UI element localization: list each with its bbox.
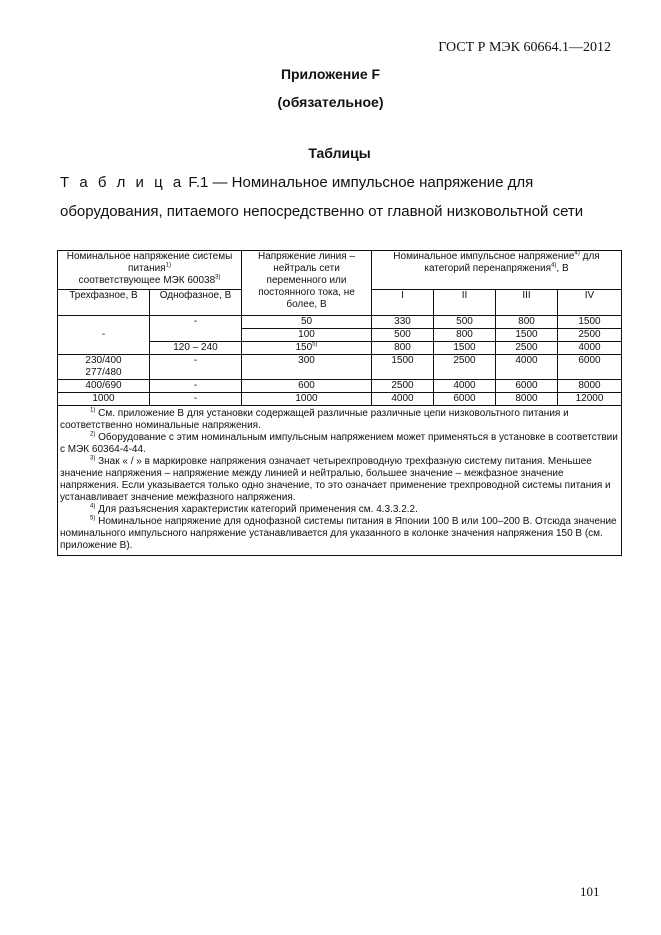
footnote: $^{3)}$ Знак « / » в маркировке напряжения означает четырехпроводную трехфазную систему питания. Меньшее значение напряжения – напряжение между линией и нейтралью, большее значение – межфазное значение напряжения. Если указывается только одно значение, то это означает применение трехпроводной системы питания и устанавливает значение межфазного напряжения. bbox=[60, 455, 611, 503]
cell-cat-3: 2500 bbox=[496, 342, 558, 355]
table-notes bbox=[58, 406, 622, 556]
header-cat-3: III bbox=[496, 290, 558, 316]
header-cat-1: I bbox=[372, 290, 434, 316]
header-line-neutral: Напряжение линия – нейтраль сети переменного или постоянного тока, не более, В bbox=[242, 251, 372, 316]
cell-cat-3: 1500 bbox=[496, 329, 558, 342]
cell-cat-4: 1500 bbox=[558, 316, 622, 329]
voltage-table bbox=[57, 250, 622, 556]
cell-cat-4: 4000 bbox=[558, 342, 622, 355]
cell-three-phase: - bbox=[58, 316, 150, 355]
cell-single-phase: - bbox=[150, 380, 242, 393]
cell-cat-3: 8000 bbox=[496, 393, 558, 406]
appendix-title: Приложение F bbox=[280, 66, 381, 82]
cell-cat-1: 4000 bbox=[372, 393, 434, 406]
cell-line-neutral: 600 bbox=[242, 380, 372, 393]
cell-cat-4: 8000 bbox=[558, 380, 622, 393]
table-caption bbox=[60, 168, 620, 226]
cell-three-phase: 230/400 277/480 bbox=[58, 355, 150, 380]
cell-line-neutral: 150$^{5)}$ bbox=[242, 342, 372, 355]
cell-cat-2: 6000 bbox=[434, 393, 496, 406]
cell-cat-3: 4000 bbox=[496, 355, 558, 380]
table-row bbox=[58, 316, 622, 329]
caption-label: Т а б л и ц а bbox=[60, 174, 185, 191]
page-number: 101 bbox=[580, 884, 600, 899]
cell-three-phase: 400/690 bbox=[58, 380, 150, 393]
cell-line-neutral: 300 bbox=[242, 355, 372, 380]
footnote: $^{4)}$ Для разъяснения характеристик категорий применения см. 4.3.3.2.2. bbox=[90, 503, 418, 515]
cell-three-phase: 1000 bbox=[58, 393, 150, 406]
table-notes-row bbox=[58, 406, 622, 556]
footnote: $^{2)}$ Оборудование с этим номинальным импульсным напряжением может применяться в установке в соответствии с МЭК 60364-4-44. bbox=[60, 431, 618, 455]
cell-cat-2: 500 bbox=[434, 316, 496, 329]
standard-code: ГОСТ Р МЭК 60664.1—2012 bbox=[438, 40, 611, 55]
footnote: $^{1)}$ См. приложение В для установки содержащей различные различные цепи низковольтного питания и соответственно номинальные напряжения. bbox=[60, 407, 569, 431]
cell-cat-1: 330 bbox=[372, 316, 434, 329]
header-single-phase: Однофазное, В bbox=[150, 290, 242, 316]
cell-cat-4: 2500 bbox=[558, 329, 622, 342]
header-impulse-voltage: Номинальное импульсное напряжение$^{4)}$ для категорий перенапряжения$^{4)}$, В bbox=[372, 251, 622, 290]
cell-cat-3: 6000 bbox=[496, 380, 558, 393]
cell-cat-2: 2500 bbox=[434, 355, 496, 380]
cell-cat-4: 12000 bbox=[558, 393, 622, 406]
table-row bbox=[58, 393, 622, 406]
header-supply-system: Номинальное напряжение системы питания$^{1)}$ соответствующее МЭК 60038$^{3)}$ bbox=[58, 251, 242, 290]
header-cat-4: IV bbox=[558, 290, 622, 316]
cell-single-phase: - bbox=[150, 393, 242, 406]
cell-line-neutral: 1000 bbox=[242, 393, 372, 406]
footnote: $^{5)}$ Номинальное напряжение для однофазной системы питания в Японии 100 В или 100–200 В. Отсюда значение номинального импульсного напряжение устанавливается для указанного в колонке значения напряжения 150 В (см. приложение В). bbox=[60, 515, 617, 551]
cell-cat-1: 1500 bbox=[372, 355, 434, 380]
cell-cat-1: 500 bbox=[372, 329, 434, 342]
cell-cat-3: 800 bbox=[496, 316, 558, 329]
section-title: Таблицы bbox=[308, 145, 371, 161]
table-row bbox=[58, 355, 622, 380]
caption-text-line1: F.1 — Номинальное импульсное напряжение для bbox=[184, 174, 534, 191]
table-header-row bbox=[58, 251, 622, 290]
cell-single-phase: 120 – 240 bbox=[150, 342, 242, 355]
cell-single-phase: - bbox=[150, 355, 242, 380]
cell-cat-1: 2500 bbox=[372, 380, 434, 393]
cell-cat-2: 4000 bbox=[434, 380, 496, 393]
cell-cat-1: 800 bbox=[372, 342, 434, 355]
header-cat-2: II bbox=[434, 290, 496, 316]
header-three-phase: Трехфазное, В bbox=[58, 290, 150, 316]
cell-cat-4: 6000 bbox=[558, 355, 622, 380]
cell-cat-2: 800 bbox=[434, 329, 496, 342]
cell-line-neutral: 100 bbox=[242, 329, 372, 342]
cell-single-phase: - bbox=[150, 316, 242, 342]
caption-text-line2: оборудования, питаемого непосредственно от главной низковольтной сети bbox=[60, 203, 584, 220]
appendix-status: (обязательное) bbox=[277, 94, 384, 110]
cell-line-neutral: 50 bbox=[242, 316, 372, 329]
cell-cat-2: 1500 bbox=[434, 342, 496, 355]
table-row bbox=[58, 380, 622, 393]
